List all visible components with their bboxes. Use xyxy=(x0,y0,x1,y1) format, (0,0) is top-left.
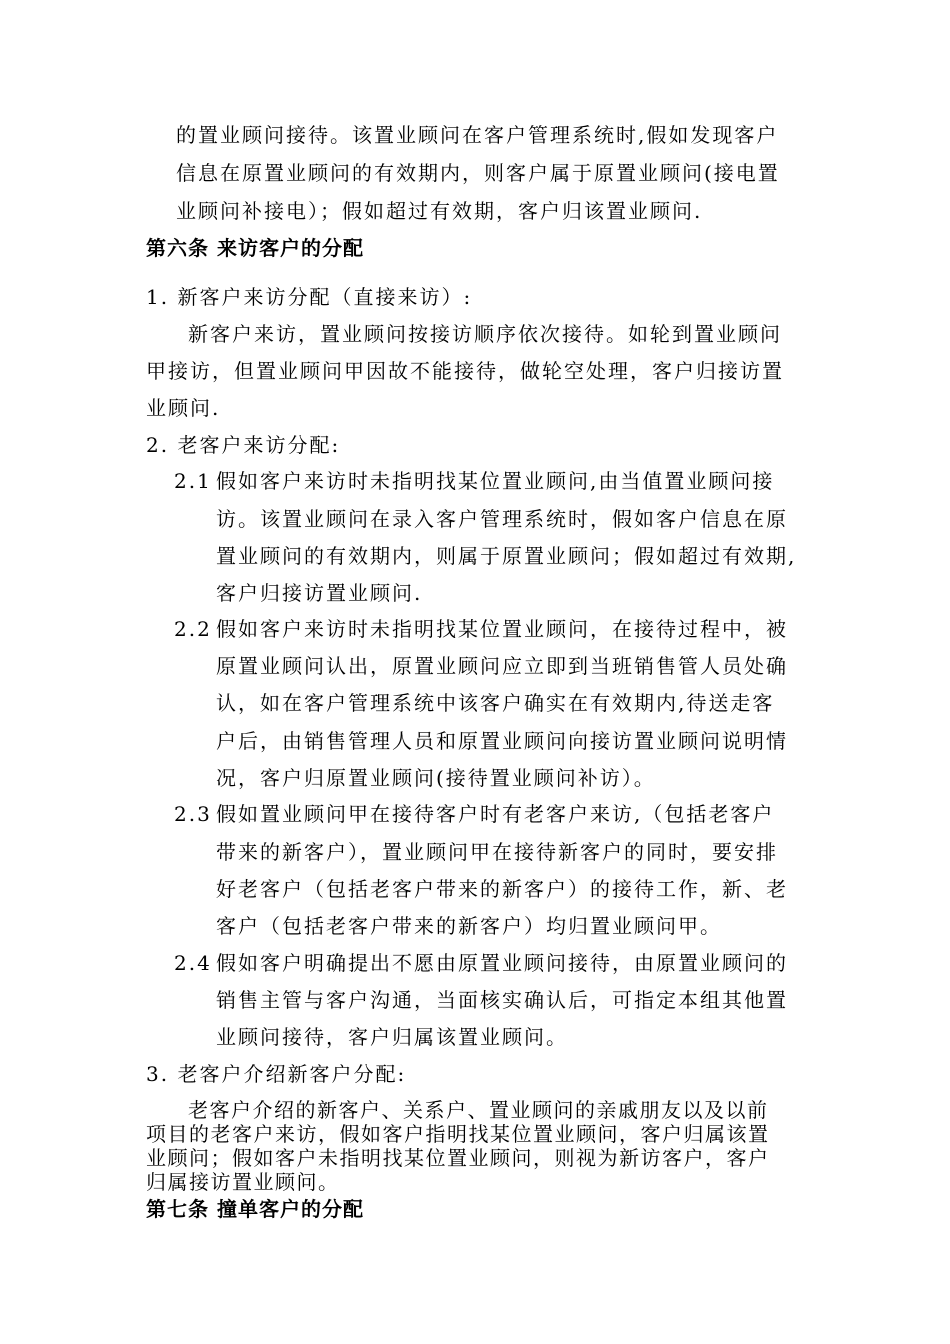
article-6-heading: 第六条 来访客户的分配 xyxy=(146,236,364,260)
sub-2-2-line-4: 户后，由销售管理人员和原置业顾问向接访置业顾问说明情 xyxy=(216,729,788,753)
item-3-line-3: 业顾问；假如客户未指明找某位置业顾问，则视为新访客户，客户 xyxy=(146,1146,770,1170)
item-1-line-1: 新客户来访，置业顾问按接访顺序依次接待。如轮到置业顾问 xyxy=(188,322,782,346)
sub-2-3-number: 2.3 xyxy=(174,802,212,826)
sub-2-4-line-1: 假如客户明确提出不愿由原置业顾问接待，由原置业顾问的 xyxy=(216,951,788,975)
item-3-line-1: 老客户介绍的新客户、关系户、置业顾问的亲戚朋友以及以前 xyxy=(188,1098,769,1122)
sub-2-4-line-2: 销售主管与客户沟通，当面核实确认后，可指定本组其他置 xyxy=(216,988,788,1012)
sub-2-2-line-2: 原置业顾问认出，原置业顾问应立即到当班销售管人员处确 xyxy=(216,654,788,678)
sub-2-3-line-2: 带来的新客户），置业顾问甲在接待新客户的同时，要安排 xyxy=(216,840,778,864)
item-3-line-4: 归属接访置业顾问。 xyxy=(146,1170,340,1194)
sub-2-3-line-1: 假如置业顾问甲在接待客户时有老客户来访,（包括老客户 xyxy=(216,802,775,826)
sub-2-4-line-3: 业顾问接待，客户归属该置业顾问。 xyxy=(216,1025,568,1049)
sub-2-1-line-4: 客户归接访置业顾问. xyxy=(216,581,423,605)
item-2-title: 2. 老客户来访分配: xyxy=(146,433,341,457)
sub-2-3-line-4: 客户（包括老客户带来的新客户）均归置业顾问甲。 xyxy=(216,914,722,938)
intro-line-2: 信息在原置业顾问的有效期内，则客户属于原置业顾问(接电置 xyxy=(176,161,780,185)
item-3-title: 3. 老客户介绍新客户分配: xyxy=(146,1062,407,1086)
sub-2-3-line-3: 好老客户（包括老客户带来的新客户）的接待工作，新、老 xyxy=(216,877,788,901)
item-3-line-2: 项目的老客户来访，假如客户指明找某位置业顾问，客户归属该置 xyxy=(146,1122,770,1146)
intro-line-1: 的置业顾问接待。该置业顾问在客户管理系统时,假如发现客户 xyxy=(176,123,779,147)
sub-2-2-line-3: 认，如在客户管理系统中该客户确实在有效期内,待送走客 xyxy=(216,691,775,715)
item-1-line-2: 甲接访，但置业顾问甲因故不能接待，做轮空处理，客户归接访置 xyxy=(146,359,784,383)
intro-line-3: 业顾问补接电）；假如超过有效期，客户归该置业顾问. xyxy=(176,199,703,223)
sub-2-2-line-5: 况，客户归原置业顾问(接待置业顾问补访）。 xyxy=(216,766,656,790)
sub-2-1-line-3: 置业顾问的有效期内，则属于原置业顾问；假如超过有效期, xyxy=(216,544,797,568)
sub-2-4-number: 2.4 xyxy=(174,951,212,975)
item-1-line-3: 业顾问. xyxy=(146,396,221,420)
sub-2-2-number: 2.2 xyxy=(174,617,212,641)
sub-2-1-line-2: 访。该置业顾问在录入客户管理系统时，假如客户信息在原 xyxy=(216,507,788,531)
sub-2-1-line-1: 假如客户来访时未指明找某位置业顾问,由当值置业顾问接 xyxy=(216,469,775,493)
article-7-heading: 第七条 撞单客户的分配 xyxy=(146,1197,364,1221)
item-1-title: 1. 新客户来访分配（直接来访）: xyxy=(146,285,473,309)
sub-2-1-number: 2.1 xyxy=(174,469,212,493)
sub-2-2-line-1: 假如客户来访时未指明找某位置业顾问，在接待过程中，被 xyxy=(216,617,788,641)
